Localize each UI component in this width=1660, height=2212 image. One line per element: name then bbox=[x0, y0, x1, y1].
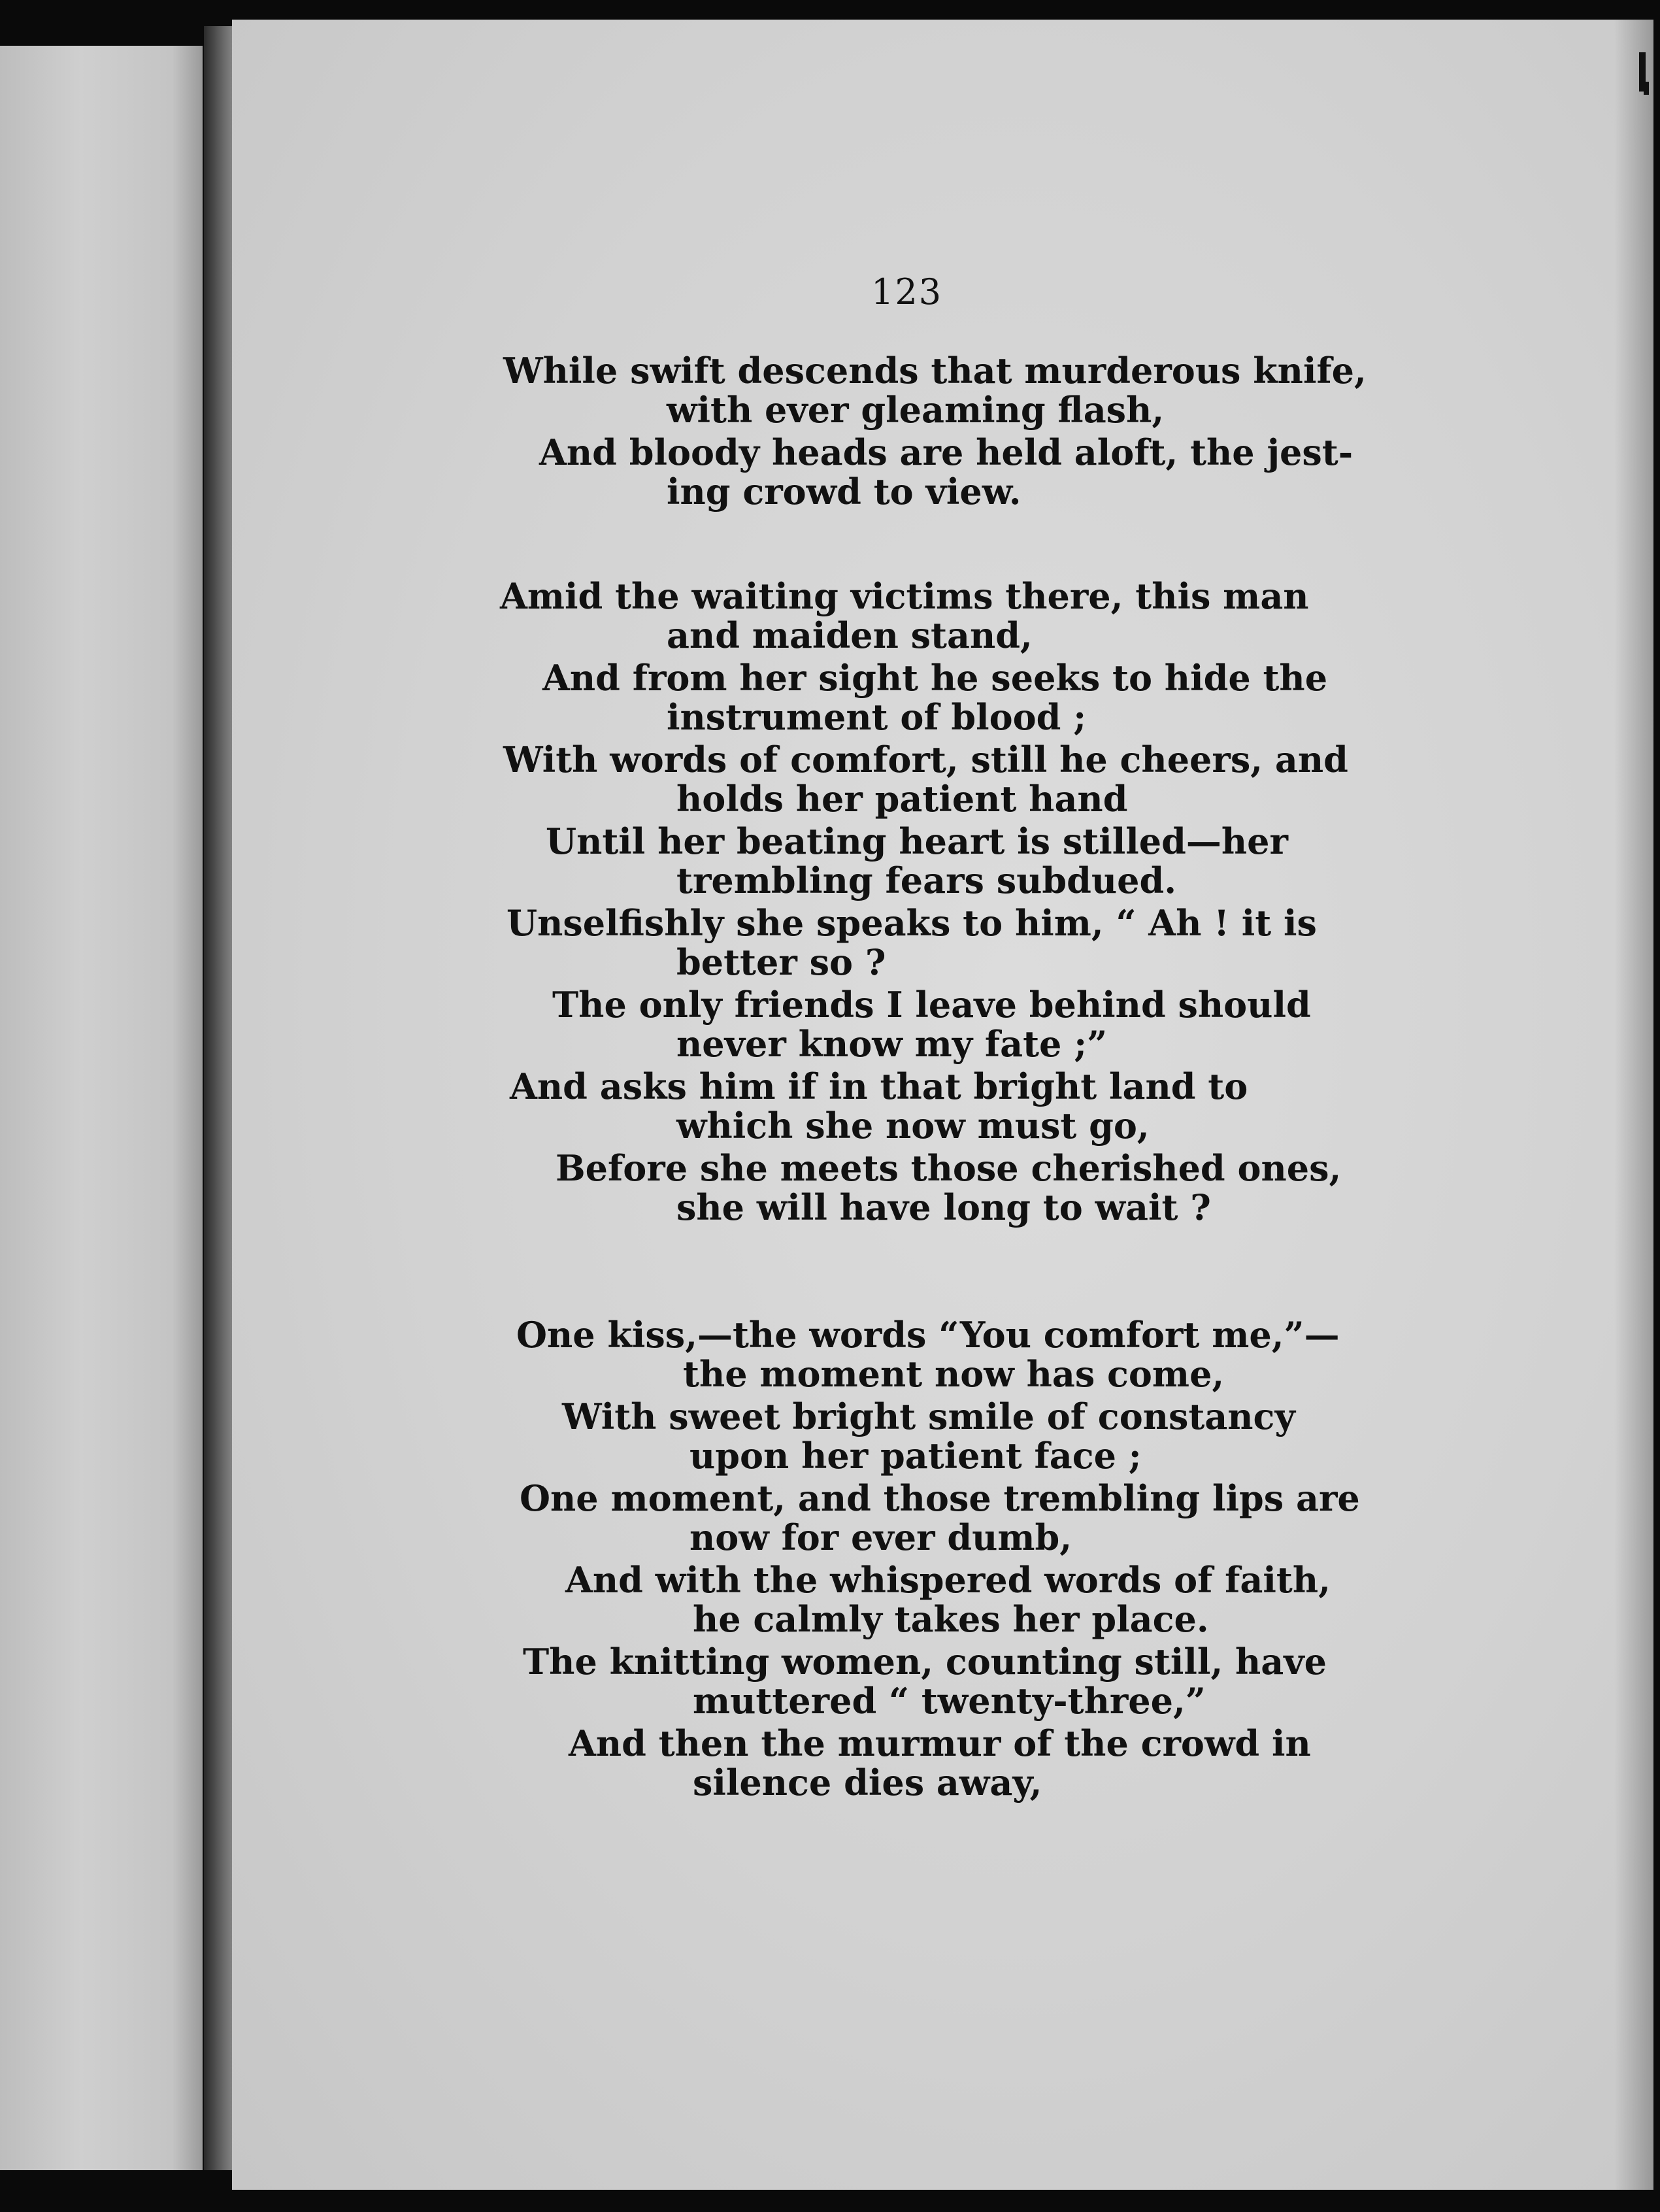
verse-line: she will have long to wait ? bbox=[676, 1186, 1211, 1228]
page-text bbox=[232, 20, 1653, 2190]
verse-line: and maiden stand, bbox=[667, 614, 1033, 656]
verse-line: The only friends I leave behind should bbox=[552, 984, 1311, 1026]
verse-line: better so ? bbox=[676, 941, 886, 983]
verse-line: which she now must go, bbox=[676, 1105, 1150, 1147]
verse-line: And bloody heads are held aloft, the jest- bbox=[539, 431, 1353, 473]
verse-line: And with the whispered words of faith, bbox=[565, 1559, 1331, 1601]
verse-line: muttered “ twenty-three,” bbox=[693, 1680, 1206, 1722]
verse-line: And from her sight he seeks to hide the bbox=[542, 657, 1328, 699]
book-page bbox=[232, 20, 1653, 2190]
verse-line: silence dies away, bbox=[693, 1762, 1042, 1803]
verse-line: And then the murmur of the crowd in bbox=[569, 1722, 1311, 1764]
verse-line: With words of comfort, still he cheers, and bbox=[503, 739, 1348, 780]
verse-line: never know my fate ;” bbox=[676, 1023, 1108, 1065]
previous-page-edge bbox=[0, 46, 203, 2170]
verse-line: One moment, and those trembling lips are bbox=[520, 1477, 1360, 1519]
verse-line: ing crowd to view. bbox=[667, 471, 1021, 512]
page-number: 123 bbox=[871, 271, 943, 312]
verse-line: With sweet bright smile of constancy bbox=[562, 1396, 1295, 1437]
verse-line: Until her beating heart is stilled—her bbox=[546, 820, 1288, 862]
verse-line: now for ever dumb, bbox=[689, 1517, 1072, 1558]
verse-line: instrument of blood ; bbox=[667, 696, 1087, 738]
book-gutter bbox=[204, 26, 234, 2170]
verse-line: he calmly takes her place. bbox=[693, 1598, 1209, 1640]
verse-line: the moment now has come, bbox=[683, 1353, 1225, 1395]
verse-line: While swift descends that murderous knife, bbox=[503, 350, 1367, 392]
verse-line: And asks him if in that bright land to bbox=[510, 1065, 1248, 1107]
verse-line: with ever gleaming flash, bbox=[667, 389, 1165, 431]
verse-line: One kiss,—the words “You comfort me,”— bbox=[516, 1314, 1340, 1356]
verse-line: upon her patient face ; bbox=[689, 1435, 1142, 1477]
verse-line: holds her patient hand bbox=[676, 778, 1128, 820]
verse-line: The knitting women, counting still, have bbox=[523, 1641, 1327, 1683]
edge-mark bbox=[1644, 82, 1649, 95]
verse-line: Amid the waiting victims there, this man bbox=[500, 575, 1309, 617]
verse-line: trembling fears subdued. bbox=[676, 860, 1177, 901]
verse-line: Before she meets those cherished ones, bbox=[556, 1147, 1342, 1189]
verse-line: Unselfishly she speaks to him, “ Ah ! it is bbox=[506, 902, 1317, 944]
